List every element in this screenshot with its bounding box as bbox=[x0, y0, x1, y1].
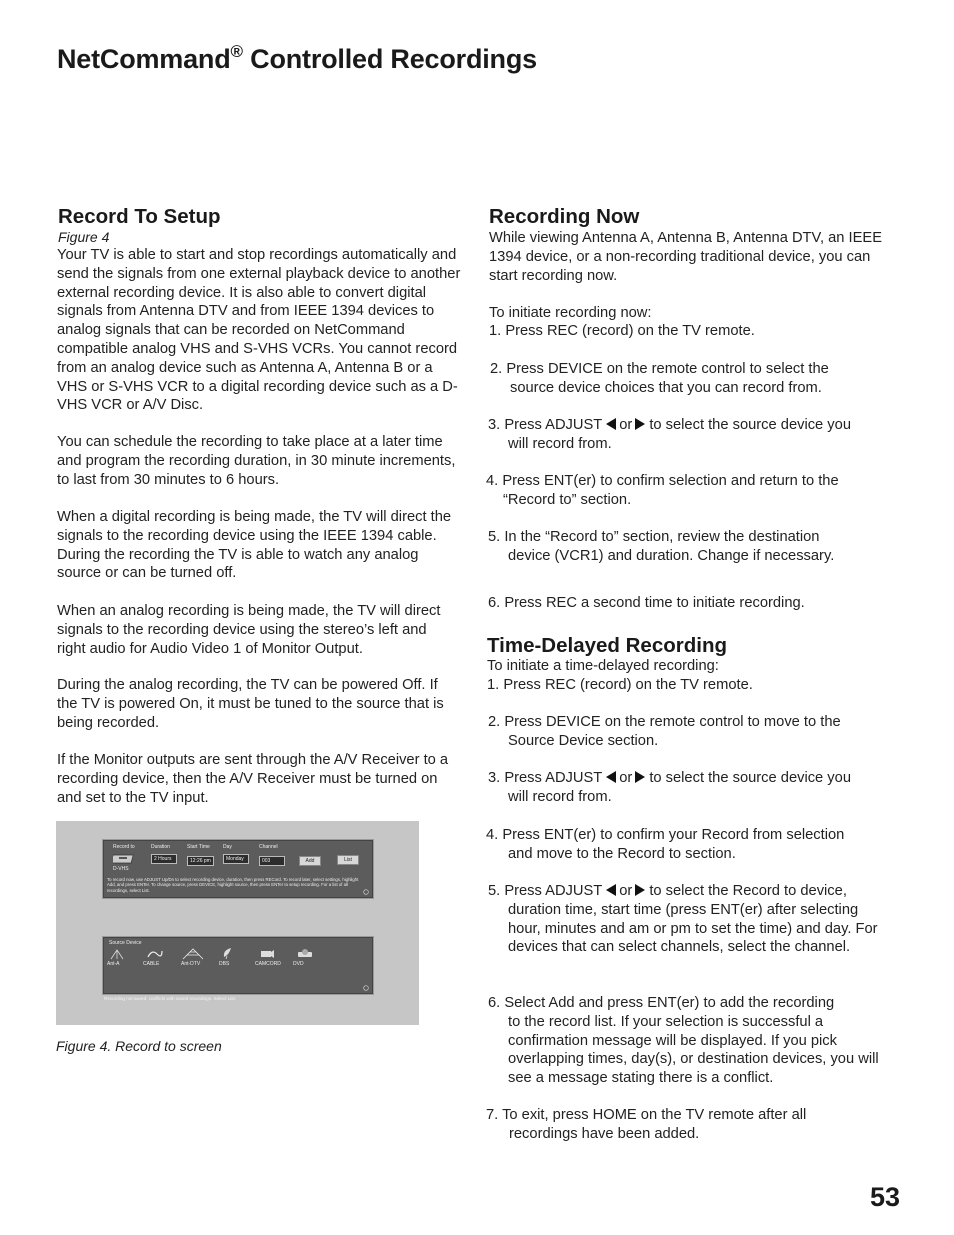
left-arrow-icon bbox=[606, 418, 616, 430]
paragraph: During the analog recording, the TV can be powered Off. If the TV is powered On, it must be tuned to the source that is being recorded. bbox=[57, 677, 444, 731]
right-arrow-icon bbox=[635, 418, 645, 430]
source-device-panel bbox=[102, 936, 374, 995]
step: 3. Press ADJUST or to select the source device you will record from. bbox=[488, 770, 851, 805]
header-start-time: Start Time bbox=[187, 844, 210, 850]
page-title: NetCommand® Controlled Recordings bbox=[57, 42, 537, 74]
step: 7. To exit, press HOME on the TV remote after all recordings have been added. bbox=[486, 1107, 807, 1142]
dvd-icon bbox=[297, 948, 313, 960]
paragraph: Your TV is able to start and stop recordings automatically and send the signals from one external playback device to another external recording device. It is also able to convert digital signals from Antenna DTV and from IEEE 1394 devices to analog signals that can be recorded on NetCommand compatible analog VHS and S-VHS VCRs. You cannot record from an analog device such as Antenna A, Antenna B or a VHS or S-VHS VCR to a digital recording device such as a D-VHS VCR or A/V Disc. bbox=[57, 247, 461, 414]
header-channel: Channel bbox=[259, 844, 278, 850]
device-dbs[interactable]: DBS bbox=[219, 961, 230, 967]
camcorder-icon bbox=[259, 947, 275, 960]
list-button[interactable]: List bbox=[337, 855, 359, 865]
step: 1. Press REC (record) on the TV remote. bbox=[487, 677, 753, 693]
paragraph: To initiate a time-delayed recording: bbox=[487, 658, 719, 674]
heading-record-to-setup: Record To Setup bbox=[58, 205, 221, 228]
day-field[interactable]: Monday bbox=[223, 854, 249, 864]
device-ant-dtv[interactable]: Ant-DTV bbox=[181, 961, 201, 967]
add-button[interactable]: Add bbox=[299, 856, 321, 866]
device-ant-a[interactable]: Ant-A bbox=[107, 961, 120, 967]
paragraph: When an analog recording is being made, the TV will direct signals to the recording device using the stereo’s left and right audio for Audio Video 1 of Monitor Output. bbox=[57, 603, 441, 657]
step: 2. Press DEVICE on the remote control to select the source device choices that you can record from. bbox=[490, 361, 829, 396]
info-icon bbox=[363, 985, 369, 991]
help-text: To record now, use ADJUST Up/Dn to select recording device, duration, then press RECord. To record later, select settings, highlight Add, and press ENTer. To change source, press DEVICE, highlight source, then press ENTer to setup recording. For a list of all recordings, select List. bbox=[107, 877, 359, 893]
device-dvd[interactable]: DVD bbox=[293, 961, 304, 967]
header-duration: Duration bbox=[151, 844, 170, 850]
left-arrow-icon bbox=[606, 884, 616, 896]
step: 4. Press ENT(er) to confirm your Record from selection and move to the Record to section. bbox=[486, 827, 845, 862]
record-to-panel bbox=[102, 839, 374, 899]
registered-mark: ® bbox=[230, 42, 243, 61]
source-device-title: Source Device bbox=[109, 940, 142, 946]
step: 5. Press ADJUST or to select the Record to device, duration time, start time (press ENT(er) after selecting hour, minutes and am or pm to set the time) and day. For devices that can select channels, select the channel. bbox=[488, 883, 878, 956]
device-camcord[interactable]: CAMCORD bbox=[255, 961, 281, 967]
page-number: 53 bbox=[869, 1182, 900, 1212]
step: 6. Select Add and press ENT(er) to add the recording to the record list. If your selection is successful a confirmation message will be displayed. If you pick overlapping times, day(s), or destination devices, you will see a message stating there is a conflict. bbox=[488, 995, 879, 1087]
right-arrow-icon bbox=[635, 771, 645, 783]
figure-caption: Figure 4. Record to screen bbox=[56, 1038, 222, 1054]
duration-field[interactable]: 2 Hours bbox=[151, 854, 177, 864]
antenna-icon bbox=[109, 947, 125, 961]
paragraph: To initiate recording now: bbox=[489, 305, 652, 321]
start-time-field[interactable]: 12:26 pm bbox=[187, 856, 214, 866]
right-arrow-icon bbox=[635, 884, 645, 896]
step: 1. Press REC (record) on the TV remote. bbox=[489, 323, 755, 339]
antenna-dtv-icon bbox=[181, 947, 205, 961]
left-arrow-icon bbox=[606, 771, 616, 783]
step: 4. Press ENT(er) to confirm selection and return to the “Record to” section. bbox=[486, 473, 839, 508]
dvhs-vcr-icon bbox=[113, 852, 137, 866]
satellite-dish-icon bbox=[221, 946, 235, 960]
paragraph: You can schedule the recording to take place at a later time and program the recording duration, in 30 minute increments, to last from 30 minutes to 6 hours. bbox=[57, 434, 456, 488]
figure-reference: Figure 4 bbox=[58, 229, 110, 245]
step: 5. In the “Record to” section, review the destination device (VCR1) and duration. Change if necessary. bbox=[488, 529, 835, 564]
device-cable[interactable]: CABLE bbox=[143, 961, 160, 967]
paragraph: If the Monitor outputs are sent through the A/V Receiver to a recording device, then the A/V Receiver must be turned on and set to the TV input. bbox=[57, 752, 449, 806]
step: 2. Press DEVICE on the remote control to move to the Source Device section. bbox=[488, 714, 841, 749]
cable-icon bbox=[147, 948, 163, 960]
step: 3. Press ADJUST or to select the source device you will record from. bbox=[488, 417, 851, 452]
conflict-message: Recording not saved: conflicts with saved recordings. Select List. bbox=[104, 996, 237, 1001]
device-label: D-VHS bbox=[113, 866, 129, 872]
paragraph: When a digital recording is being made, the TV will direct the signals to the recording device using the IEEE 1394 cable. During the recording the TV is able to watch any analog source or can be turned off. bbox=[57, 509, 452, 582]
heading-time-delayed-recording: Time-Delayed Recording bbox=[487, 634, 727, 657]
header-record-to: Record to bbox=[113, 844, 135, 850]
paragraph: While viewing Antenna A, Antenna B, Antenna DTV, an IEEE 1394 device, or a non-recording traditional device, you can start recording now. bbox=[489, 230, 883, 284]
header-day: Day bbox=[223, 844, 232, 850]
step: 6. Press REC a second time to initiate recording. bbox=[488, 595, 805, 611]
heading-recording-now: Recording Now bbox=[489, 205, 640, 228]
info-icon bbox=[363, 889, 369, 895]
channel-field[interactable]: 003 bbox=[259, 856, 285, 866]
record-to-screen-figure bbox=[56, 821, 419, 1025]
